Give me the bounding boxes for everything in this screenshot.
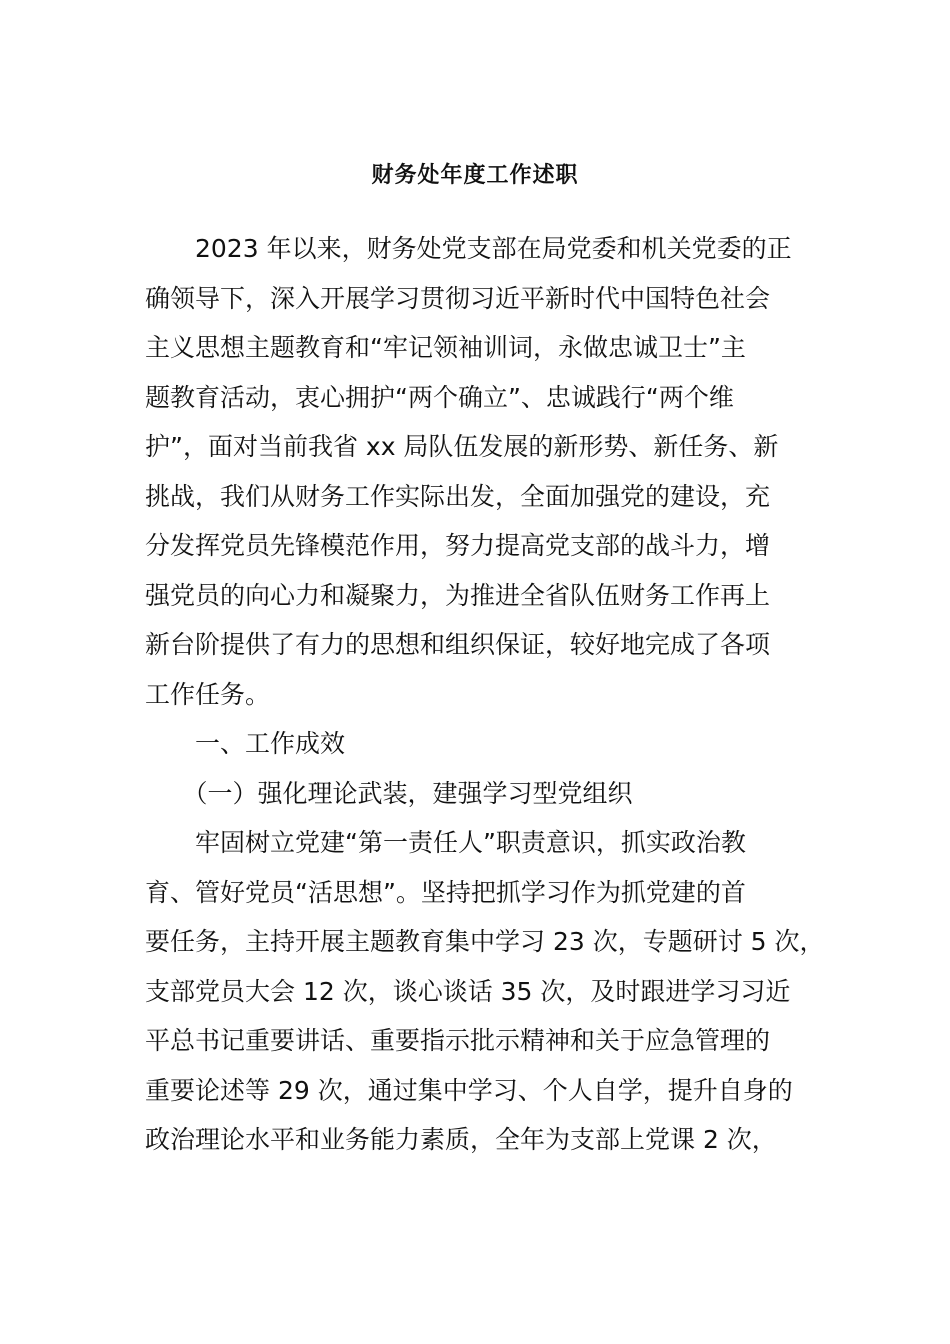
text-line: 确领导下，深入开展学习贯彻习近平新时代中国特色社会 xyxy=(145,283,771,313)
text-line: 政治理论水平和业务能力素质，全年为支部上党课 2 次， xyxy=(145,1125,777,1154)
text-line: 重要论述等 29 次，通过集中学习、个人自学，提升自身的 xyxy=(145,1075,793,1105)
text-line: 要任务，主持开展主题教育集中学习 23 次，专题研讨 5 次， xyxy=(145,927,825,956)
text-line: 育、管好党员“活思想”。坚持把抓学习作为抓党建的首 xyxy=(145,877,746,907)
text-line: 主义思想主题教育和“牢记领袖训词，永做忠诚卫士”主 xyxy=(145,333,746,362)
document-title: 财务处年度工作述职 xyxy=(371,163,579,188)
text-line: 牢固树立党建“第一责任人”职责意识，抓实政治教 xyxy=(145,828,746,857)
text-line: 强党员的向心力和凝聚力，为推进全省队伍财务工作再上 xyxy=(145,580,771,610)
subsection-heading: （一）强化理论武装，建强学习型党组织 xyxy=(145,778,633,808)
text-line: 题教育活动，衷心拥护“两个确立”、忠诚践行“两个维 xyxy=(145,382,734,412)
text-line: 新台阶提供了有力的思想和组织保证，较好地完成了各项 xyxy=(145,630,771,659)
text-line: 分发挥党员先锋模范作用，努力提高党支部的战斗力，增 xyxy=(145,531,771,560)
text-line: 支部党员大会 12 次，谈心谈话 35 次，及时跟进学习习近 xyxy=(145,976,791,1006)
text-line: 护”，面对当前我省 xx 局队伍发展的新形势、新任务、新 xyxy=(145,432,779,461)
text-line: 平总书记重要讲话、重要指示批示精神和关于应急管理的 xyxy=(145,1026,771,1055)
text-line: 工作任务。 xyxy=(145,679,271,709)
text-line: 挑战，我们从财务工作实际出发，全面加强党的建设，充 xyxy=(145,481,771,511)
section-heading: 一、工作成效 xyxy=(145,729,346,758)
body-text xyxy=(145,224,825,1165)
text-line: 2023 年以来，财务处党支部在局党委和机关党委的正 xyxy=(145,234,792,263)
